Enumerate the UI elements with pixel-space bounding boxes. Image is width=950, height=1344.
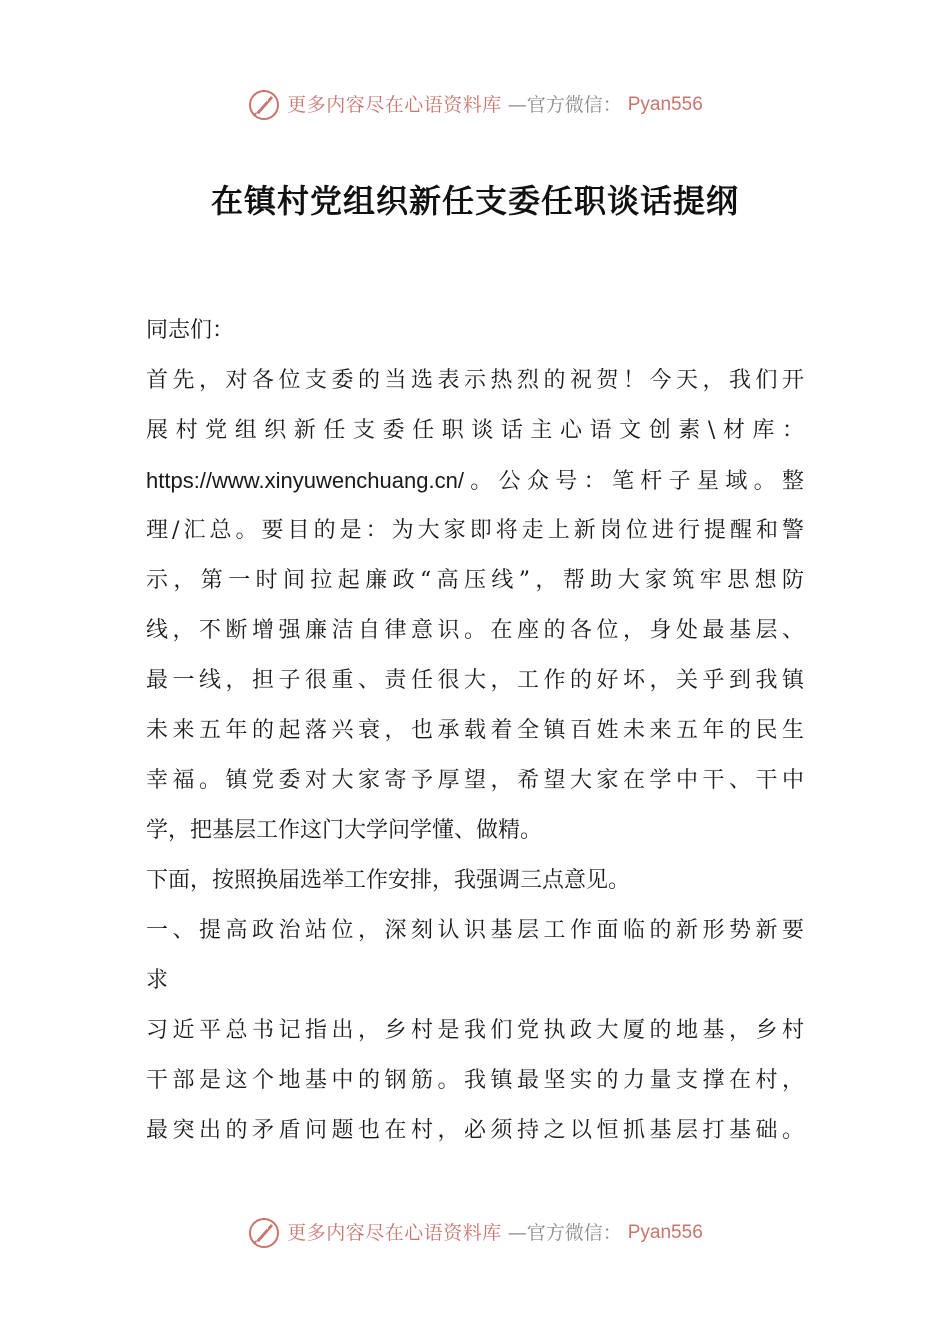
paragraph-line: 线，不断增强廉洁自律意识。在座的各位，身处最基层、: [146, 618, 804, 643]
paragraph-line: https://www.xinyuwenchuang.cn/。公众号：笔杆子星域。整: [146, 468, 804, 493]
watermark-wechat-label: —官方微信：: [507, 1222, 622, 1244]
paragraph-line: 最突出的矛盾问题也在村，必须持之以恒抓基层打基础。: [146, 1118, 804, 1143]
quill-logo-icon: [247, 88, 281, 122]
page-title: 在镇村党组织新任支委任职谈话提纲: [210, 182, 739, 220]
quill-logo-icon: [247, 1216, 281, 1250]
header-watermark: [0, 88, 950, 122]
paragraph-line: 学，把基层工作这门大学问学懂、做精。: [146, 818, 543, 843]
paragraph-line: 干部是这个地基中的钢筋。我镇最坚实的力量支撑在村，: [146, 1068, 804, 1093]
document-body: [146, 306, 804, 1156]
paragraph-line: 展村党组织新任支委任职谈话主心语文创素\材库：: [146, 418, 804, 443]
section-heading-line: 求: [146, 968, 169, 993]
paragraph-line: 下面，按照换届选举工作安排，我强调三点意见。: [146, 868, 631, 893]
watermark-wechat-label: —官方微信：: [507, 94, 622, 116]
paragraph-line: 最一线，担子很重、责任很大，工作的好坏，关乎到我镇: [146, 668, 804, 693]
section-heading-line: 一、提高政治站位，深刻认识基层工作面临的新形势新要: [146, 918, 804, 943]
footer-watermark: [0, 1216, 950, 1250]
paragraph-line: 未来五年的起落兴衰，也承载着全镇百姓未来五年的民生: [146, 718, 804, 743]
paragraph-line: 同志们：: [146, 318, 235, 343]
paragraph-line: 示，第一时间拉起廉政“高压线”，帮助大家筑牢思想防: [146, 568, 804, 593]
paragraph-line: 理/汇总。要目的是：为大家即将走上新岗位进行提醒和警: [146, 518, 804, 543]
watermark-text: 更多内容尽在心语资料库: [287, 1222, 502, 1244]
watermark-wechat-id: Pyan556: [627, 1222, 703, 1243]
paragraph-line: 首先，对各位支委的当选表示热烈的祝贺！今天，我们开: [146, 368, 804, 393]
watermark-wechat-id: Pyan556: [627, 94, 703, 115]
paragraph-line: 幸福。镇党委对大家寄予厚望，希望大家在学中干、干中: [146, 768, 804, 793]
watermark-text: 更多内容尽在心语资料库: [287, 94, 502, 116]
paragraph-line: 习近平总书记指出，乡村是我们党执政大厦的地基，乡村: [146, 1018, 804, 1043]
